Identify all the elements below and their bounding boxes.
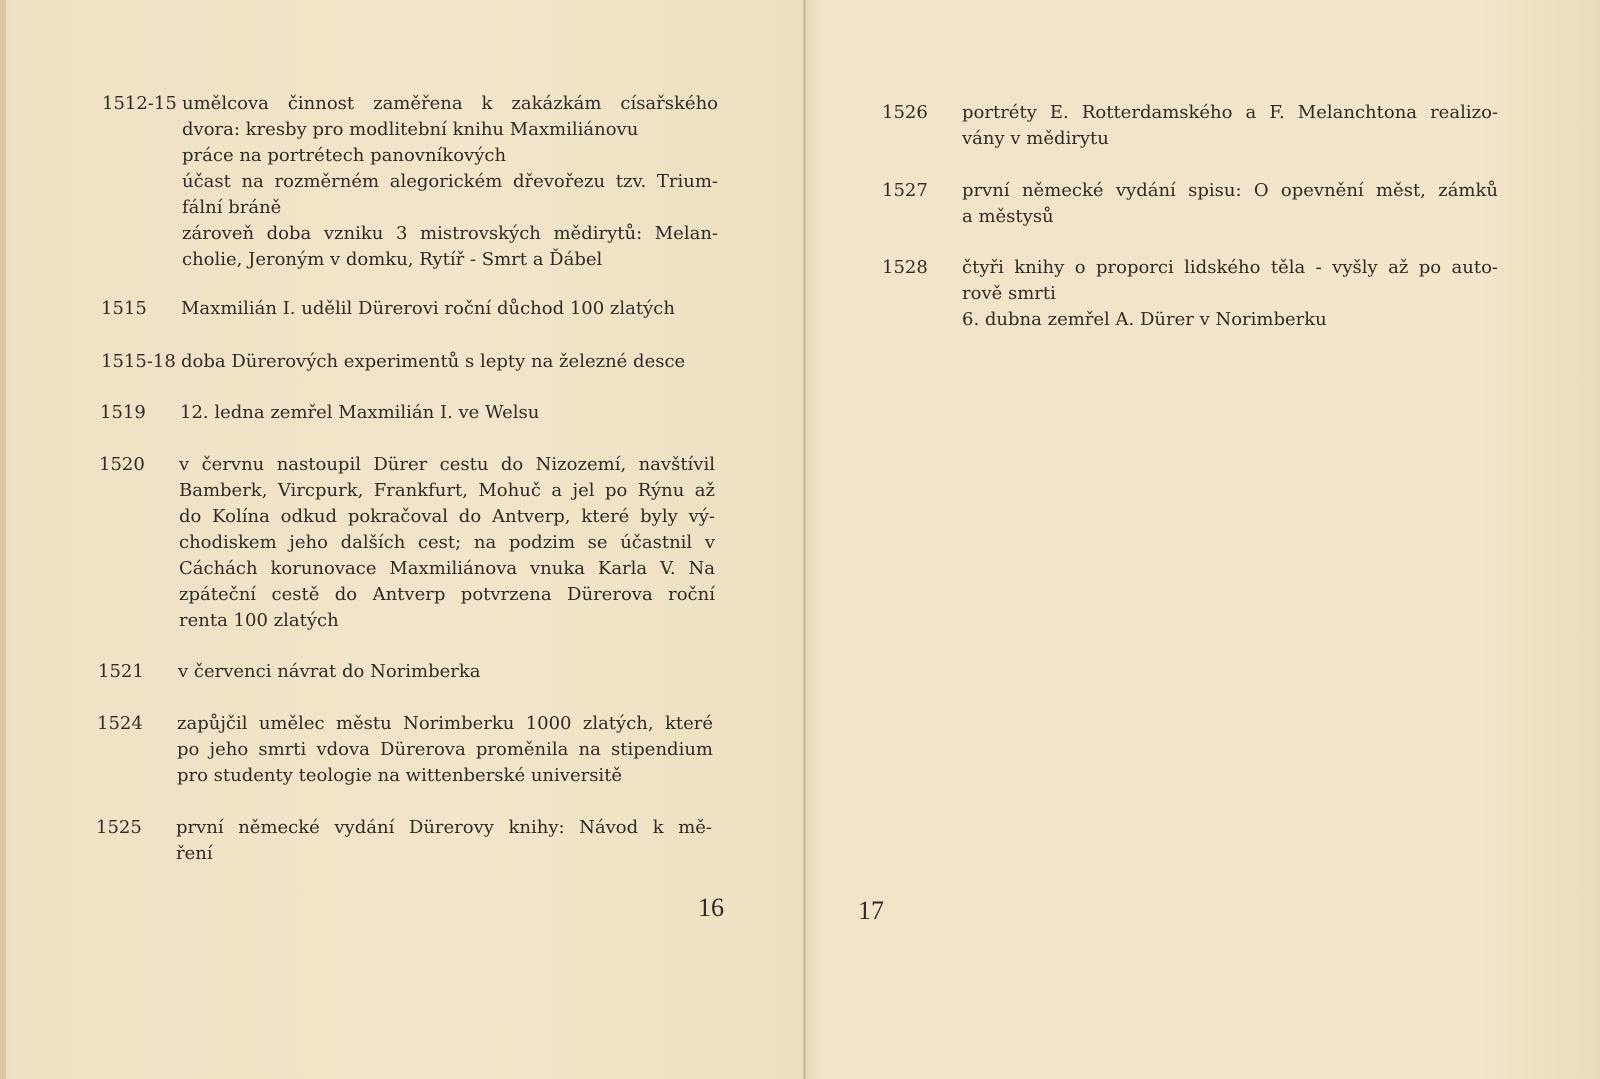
entry-text bbox=[180, 400, 716, 426]
entry-year: 1515-18 bbox=[101, 351, 176, 372]
entry-text bbox=[177, 711, 713, 789]
text-line: práce na portrétech panovníkových bbox=[182, 145, 507, 166]
text-line: 6. dubna zemřel A. Dürer v Norimberku bbox=[962, 309, 1327, 330]
text-line: Bamberk, Vircpurk, Frankfurt, Mohuč a jel po Rýnu až bbox=[179, 480, 715, 501]
text-line: vány v mědirytu bbox=[962, 128, 1109, 149]
text-line: první německé vydání spisu: O opevnění měst, zámků bbox=[962, 180, 1498, 201]
text-line: chodiskem jeho dalších cest; na podzim se účastnil v bbox=[179, 532, 715, 553]
entry-text bbox=[962, 100, 1498, 152]
entry-year: 1527 bbox=[882, 180, 928, 201]
text-line: po jeho smrti vdova Dürerova proměnila na stipendium bbox=[177, 739, 713, 760]
page-edge bbox=[0, 0, 6, 1079]
entry-text bbox=[962, 255, 1498, 333]
entry-year: 1524 bbox=[97, 713, 143, 734]
entry-year: 1521 bbox=[98, 661, 144, 682]
text-line: 12. ledna zemřel Maxmilián I. ve Welsu bbox=[180, 402, 540, 423]
text-line: umělcova činnost zaměřena k zakázkám císařského bbox=[182, 93, 718, 114]
page-number: 16 bbox=[698, 893, 724, 922]
entry-year: 1512-15 bbox=[102, 93, 177, 114]
entry-year: 1515 bbox=[101, 298, 147, 319]
text-line: první německé vydání Dürerovy knihy: Návod k mě- bbox=[176, 817, 712, 838]
text-line: rově smrti bbox=[962, 283, 1056, 304]
entry-text bbox=[182, 91, 718, 273]
text-line: v červenci návrat do Norimberka bbox=[178, 661, 481, 682]
text-line: v červnu nastoupil Dürer cestu do Nizozemí, navštívil bbox=[179, 454, 715, 475]
text-line: zpáteční cestě do Antverp potvrzena Dürerova roční bbox=[179, 584, 715, 605]
text-line: ření bbox=[176, 843, 213, 864]
entry-text bbox=[181, 296, 717, 322]
text-line: a městysů bbox=[962, 206, 1054, 227]
entry-year: 1525 bbox=[96, 817, 142, 838]
entry-year: 1519 bbox=[100, 402, 146, 423]
entry-year: 1528 bbox=[882, 257, 928, 278]
text-line: zapůjčil umělec městu Norimberku 1000 zlatých, které bbox=[177, 713, 713, 734]
text-line: Cáchách korunovace Maxmiliánova vnuka Karla V. Na bbox=[179, 558, 715, 579]
text-line: dvora: kresby pro modlitební knihu Maxmiliánovu bbox=[182, 119, 639, 140]
entry-text bbox=[178, 659, 714, 685]
page-number: 17 bbox=[858, 896, 884, 925]
text-line: fální bráně bbox=[182, 197, 282, 218]
entry-year: 1526 bbox=[882, 102, 928, 123]
text-line: renta 100 zlatých bbox=[179, 610, 339, 631]
entry-text bbox=[962, 178, 1498, 230]
entry-year: 1520 bbox=[99, 454, 145, 475]
text-line: Maxmilián I. udělil Dürerovi roční důchod 100 zlatých bbox=[181, 298, 675, 319]
text-line: portréty E. Rotterdamského a F. Melanchtona realizo- bbox=[962, 102, 1498, 123]
entry-text bbox=[179, 452, 715, 634]
text-line: účast na rozměrném alegorickém dřevořezu tzv. Trium- bbox=[182, 171, 718, 192]
right-page bbox=[806, 0, 1600, 1079]
text-line: pro studenty teologie na wittenberské universitě bbox=[177, 765, 623, 786]
text-line: cholie, Jeroným v domku, Rytíř - Smrt a Ďábel bbox=[182, 249, 603, 270]
entry-text bbox=[181, 349, 717, 375]
text-line: zároveň doba vzniku 3 mistrovských mědirytů: Melan- bbox=[182, 223, 718, 244]
text-line: doba Dürerových experimentů s lepty na železné desce bbox=[181, 351, 686, 372]
entry-text bbox=[176, 815, 712, 867]
text-line: do Kolína odkud pokračoval do Antverp, které byly vý- bbox=[179, 506, 715, 527]
text-line: čtyři knihy o proporci lidského těla - vyšly až po auto- bbox=[962, 257, 1498, 278]
